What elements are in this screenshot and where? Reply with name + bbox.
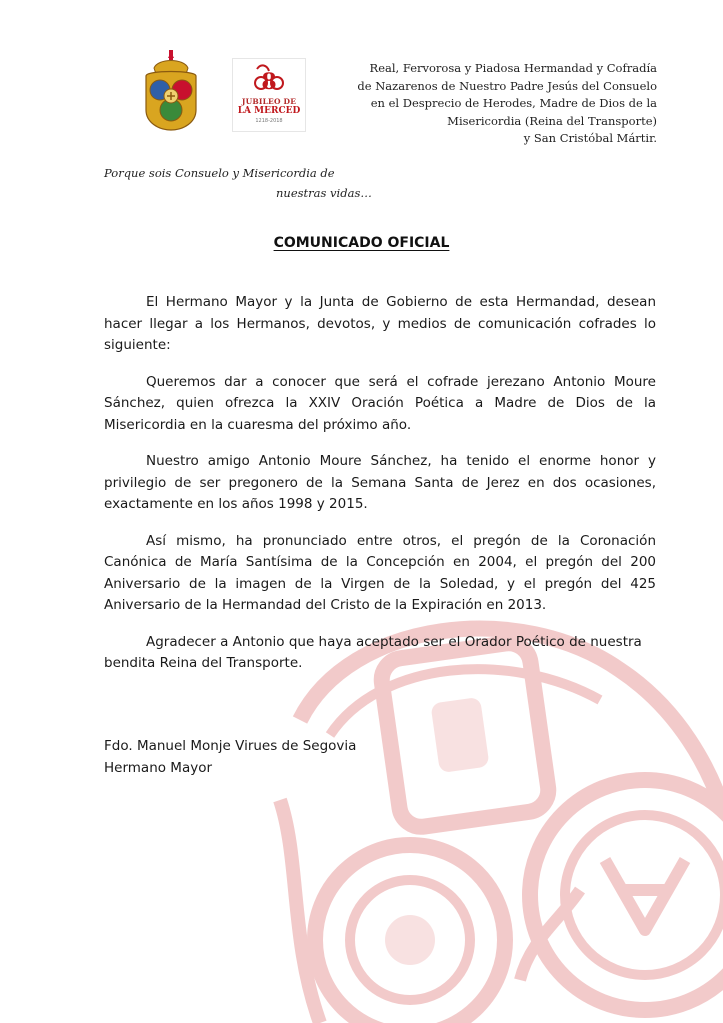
motto-line1: Porque sois Consuelo y Misericordia de — [104, 166, 335, 180]
header-line: de Nazarenos de Nuestro Padre Jesús del Consuelo — [357, 78, 657, 93]
header-line: en el Desprecio de Herodes, Madre de Dios de la — [370, 96, 657, 110]
jubileo-label-line2: LA MERCED — [237, 106, 301, 116]
signature-name: Fdo. Manuel Monje Virues de Segovia — [104, 738, 357, 754]
document-body — [104, 292, 656, 690]
document-title — [0, 235, 723, 251]
brotherhood-crest-logo — [140, 50, 202, 132]
signature-block — [104, 735, 356, 779]
document-title-text: COMUNICADO OFICIAL — [273, 235, 450, 251]
header-line: Real, Fervorosa y Piadosa Hermandad y Cofradía — [369, 61, 657, 75]
motto-line2: nuestras vidas… — [276, 186, 372, 200]
jubileo-merced-logo — [232, 58, 306, 132]
jubileo-label-line1: JUBILEO DE — [241, 97, 297, 106]
header-line: Misericordia (Reina del Transporte) — [447, 113, 657, 128]
body-paragraph: El Hermano Mayor y la Junta de Gobierno de esta Hermandad, desean hacer llegar a los Hermanos, devotos, y medios de comunicación cofrades lo siguiente: — [104, 294, 656, 353]
svg-text:8: 8 — [261, 69, 277, 95]
signature-role: Hermano Mayor — [104, 760, 213, 776]
header-line: y San Cristóbal Mártir. — [523, 131, 657, 145]
jubileo-emblem-icon — [233, 59, 305, 97]
body-paragraph: Agradecer a Antonio que haya aceptado ser el Orador Poético de nuestra bendita Reina del Transporte. — [104, 633, 642, 671]
jubileo-years: 1218-2018 — [255, 118, 283, 124]
institution-header — [317, 60, 657, 148]
motto — [104, 163, 372, 203]
body-paragraph: Nuestro amigo Antonio Moure Sánchez, ha tenido el enorme honor y privilegio de ser pregonero de la Semana Santa de Jerez en dos ocasiones, exactamente en los años 1998 y 2015. — [104, 453, 656, 512]
body-paragraph: Queremos dar a conocer que será el cofrade jerezano Antonio Moure Sánchez, quien ofrezca la XXIV Oración Poética a Madre de Dios de la Misericordia en la cuaresma del próximo año. — [104, 373, 656, 433]
body-paragraph: Así mismo, ha pronunciado entre otros, el pregón de la Coronación Canónica de María Santísima de la Concepción en 2004, el pregón del 200 Aniversario de la imagen de la Virgen de la Soledad, y el pregón del 425 Aniversario de la Hermandad del Cristo de la Expiración en 2013. — [104, 532, 656, 613]
